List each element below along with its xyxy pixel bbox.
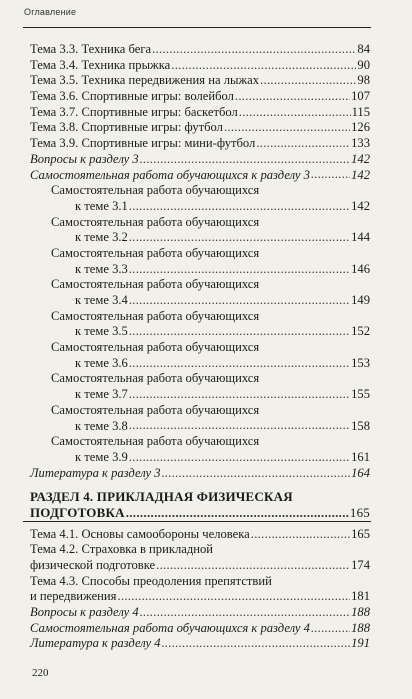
- entry-title: Самостоятельная работа обучающихся: [51, 434, 260, 449]
- toc-entry: [30, 387, 370, 403]
- page-number: 158: [351, 418, 370, 433]
- leader-dots: [128, 293, 350, 309]
- toc-entry: [30, 621, 370, 637]
- leader-dots: [128, 262, 350, 278]
- leader-dots: [128, 387, 350, 403]
- toc-entry: [30, 542, 370, 558]
- leader-dots: [255, 136, 350, 152]
- entry-title: Тема 4.2. Страховка в прикладной: [30, 542, 214, 557]
- leader-dots: [139, 152, 350, 168]
- entry-title: Тема 3.8. Спортивные игры: футбол: [30, 120, 223, 135]
- page-number: 84: [357, 42, 370, 56]
- section-4-title-line2: ПОДГОТОВКА ..... 165: [30, 505, 370, 521]
- page-number: 149: [351, 293, 370, 307]
- page-number: 98: [357, 73, 370, 88]
- entry-title: Самостоятельная работа обучающихся: [51, 340, 260, 355]
- toc-entry: [30, 589, 370, 605]
- page-number: 188: [351, 620, 370, 635]
- toc-entry: [30, 262, 370, 278]
- entry-title: Самостоятельная работа обучающихся к разделу 3: [30, 167, 310, 182]
- toc-entry: [30, 89, 370, 105]
- toc-section-3-list: [30, 42, 370, 481]
- section-4-title-line1: РАЗДЕЛ 4. ПРИКЛАДНАЯ ФИЗИЧЕСКАЯ: [30, 489, 293, 505]
- leader-dots: [234, 89, 350, 105]
- entry-title: Самостоятельная работа обучающихся: [51, 402, 260, 417]
- leader-dots: [161, 466, 351, 482]
- page-number: 144: [351, 230, 370, 245]
- toc-entry: [30, 403, 370, 419]
- leader-dots: [223, 120, 350, 136]
- leader-dots: [128, 356, 350, 372]
- toc-entry: [30, 152, 370, 168]
- entry-title: Вопросы к разделу 3: [30, 151, 139, 166]
- page-number: 90: [357, 57, 370, 72]
- toc-entry: [30, 558, 370, 574]
- page-number: 165: [351, 526, 370, 541]
- entry-title: Самостоятельная работа обучающихся: [51, 245, 260, 260]
- entry-title: Литература к разделу 4: [30, 636, 161, 651]
- toc-entry: [30, 58, 370, 74]
- entry-title: к теме 3.1: [75, 198, 128, 213]
- leader-dots: [116, 589, 350, 605]
- toc-entry: [30, 356, 370, 372]
- toc-entry: [30, 215, 370, 231]
- page-number: 164: [351, 465, 370, 480]
- entry-title: и передвижения: [30, 589, 117, 604]
- leader-dots: [310, 168, 350, 184]
- page-number: 126: [351, 120, 370, 135]
- toc-entry: [30, 42, 370, 58]
- toc-entry: [30, 309, 370, 325]
- entry-title: Самостоятельная работа обучающихся: [51, 183, 260, 198]
- toc-entry: [30, 527, 370, 543]
- toc-entry: [30, 277, 370, 293]
- header-rule: [23, 27, 371, 28]
- entry-title: Тема 3.3. Техника бега: [30, 42, 152, 56]
- running-header: Оглавление: [24, 7, 77, 17]
- entry-title: к теме 3.5: [75, 324, 128, 339]
- entry-title: к теме 3.7: [75, 387, 128, 402]
- entry-title: к теме 3.3: [75, 261, 128, 276]
- toc-entry: [30, 199, 370, 215]
- toc-entry: [30, 434, 370, 450]
- entry-title: Самостоятельная работа обучающихся: [51, 371, 260, 386]
- leader-dots: [310, 621, 350, 637]
- toc-entry: [30, 419, 370, 435]
- leader-dots: [161, 636, 351, 652]
- toc-entry: [30, 246, 370, 262]
- toc-entry: [30, 105, 370, 121]
- toc-entry: [30, 230, 370, 246]
- page-number: 174: [351, 558, 370, 572]
- page-number: 181: [351, 589, 370, 604]
- entry-title: к теме 3.2: [75, 230, 128, 245]
- entry-title: Самостоятельная работа обучающихся к разделу 4: [30, 620, 310, 635]
- entry-title: к теме 3.9: [75, 449, 128, 464]
- page-number: 146: [351, 261, 370, 276]
- page-number: 165: [349, 504, 370, 520]
- leader-dots: [128, 450, 350, 466]
- page-number: 153: [351, 355, 370, 370]
- page-number: 133: [351, 136, 370, 151]
- page-number: 188: [351, 605, 370, 620]
- leader-dots: [259, 73, 356, 89]
- section-rule: [23, 521, 371, 522]
- toc-entry: [30, 183, 370, 199]
- toc-entry: [30, 340, 370, 356]
- page-number: 142: [351, 167, 370, 182]
- entry-title: к теме 3.4: [75, 293, 128, 307]
- entry-title: Тема 3.6. Спортивные игры: волейбол: [30, 89, 234, 104]
- page-number: 161: [351, 449, 370, 464]
- leader-dots: [155, 558, 350, 574]
- toc-section-4-list: [30, 527, 370, 653]
- toc-entry: [30, 136, 370, 152]
- leader-dots: [128, 230, 350, 246]
- toc-entry: [30, 371, 370, 387]
- entry-title: Тема 4.1. Основы самообороны человека: [30, 526, 250, 541]
- entry-title: Самостоятельная работа обучающихся: [51, 308, 260, 323]
- entry-title: Тема 3.7. Спортивные игры: баскетбол: [30, 104, 238, 119]
- page-number: 107: [351, 89, 370, 104]
- entry-title: Самостоятельная работа обучающихся: [51, 214, 260, 229]
- entry-title: Тема 3.9. Спортивные игры: мини-футбол: [30, 136, 256, 151]
- leader-dots: [128, 199, 350, 215]
- leader-dots: [128, 324, 350, 340]
- section-4-heading: [30, 489, 370, 520]
- leader-dots: [170, 58, 356, 74]
- entry-title: Литература к разделу 3: [30, 465, 161, 480]
- entry-title: к теме 3.8: [75, 418, 128, 433]
- table-of-contents: [30, 42, 370, 652]
- toc-entry: [30, 293, 370, 309]
- page-number: 142: [351, 151, 370, 166]
- toc-entry: [30, 73, 370, 89]
- toc-entry: [30, 168, 370, 184]
- page-number: 191: [351, 636, 370, 651]
- leader-dots: [128, 419, 350, 435]
- toc-entry: [30, 574, 370, 590]
- entry-title: Самостоятельная работа обучающихся: [51, 277, 260, 292]
- page-number: 152: [351, 324, 370, 339]
- toc-entry: [30, 605, 370, 621]
- toc-entry: [30, 636, 370, 652]
- leader-dots: [125, 505, 349, 521]
- toc-entry: [30, 324, 370, 340]
- page-number: 155: [351, 387, 370, 402]
- leader-dots: [238, 105, 351, 121]
- entry-title: Тема 3.4. Техника прыжка: [30, 57, 171, 72]
- entry-title: Вопросы к разделу 4: [30, 605, 139, 620]
- leader-dots: [139, 605, 350, 621]
- toc-entry: [30, 466, 370, 482]
- toc-entry: [30, 450, 370, 466]
- page-number: 115: [351, 104, 370, 119]
- toc-entry: [30, 120, 370, 136]
- page-number: 142: [351, 198, 370, 213]
- leader-dots: [151, 42, 356, 58]
- entry-title: Тема 3.5. Техника передвижения на лыжах: [30, 73, 260, 88]
- entry-title: физической подготовке: [30, 558, 156, 572]
- entry-title: к теме 3.6: [75, 355, 128, 370]
- leader-dots: [250, 527, 350, 543]
- page-footer-number: 220: [32, 667, 49, 679]
- entry-title: Тема 4.3. Способы преодоления препятствий: [30, 573, 272, 588]
